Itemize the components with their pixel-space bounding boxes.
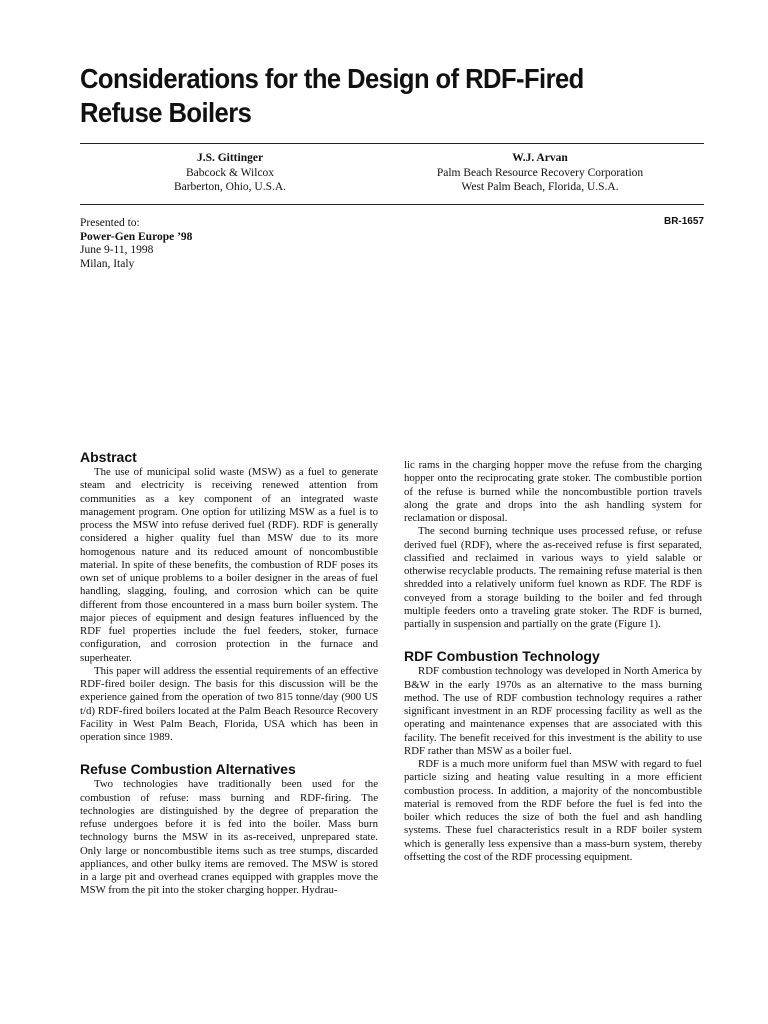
bottom-divider bbox=[80, 204, 704, 205]
rdf-paragraph-2: RDF is a much more uniform fuel than MSW with regard to fuel particle sizing and heating value resulting in a more efficient combustion process. In addition, a majority of the noncombustible material is removed from the RDF before the fuel is fed into the boiler which reduces the size of both the fuel and ash handling systems. These fuel characteristics result in a RDF boiler system which is generally less expensive than a mass-burn system, thereby offsetting the cost of the RDF processing equipment. bbox=[404, 758, 702, 863]
refuse-combustion-heading: Refuse Combustion Alternatives bbox=[80, 761, 296, 778]
author-organization: Babcock & Wilcox bbox=[185, 166, 275, 179]
paper-title: Considerations for the Design of RDF-Fired Refuse Boilers bbox=[80, 63, 584, 128]
document-number: BR-1657 bbox=[663, 216, 704, 227]
conference-dates: June 9-11, 1998 bbox=[80, 244, 154, 256]
author-organization: Palm Beach Resource Recovery Corporation bbox=[436, 166, 644, 179]
author-block-2 bbox=[420, 151, 660, 195]
left-column bbox=[80, 448, 378, 898]
presented-label: Presented to: bbox=[80, 217, 140, 229]
presented-block bbox=[80, 217, 192, 271]
rdf-combustion-heading: RDF Combustion Technology bbox=[404, 648, 600, 665]
top-divider bbox=[80, 143, 704, 144]
author-name: W.J. Arvan bbox=[512, 152, 568, 164]
author-name: J.S. Gittinger bbox=[196, 152, 264, 164]
refuse-paragraph-1: Two technologies have traditionally been used for the combustion of refuse: mass burning and RDF-firing. The technologies are distinguished by the degree of preparation the refuse undergoes before it is fed into the boiler. Mass burn technology burns the MSW in its as-received, unprepared state. Only large or noncombustible items such as tree stumps, discarded appliances, and other bulky items are removed. The MSW is stored in a large pit and overhead cranes equipped with grapples move the MSW from the pit into the stoker charging hopper. Hydrau- bbox=[80, 778, 378, 897]
abstract-paragraph-2: This paper will address the essential requirements of an effective RDF-fired boiler design. The basis for this discussion will be the experience gained from the operation of two 815 tonne/day (900 US t/d) RDF-fired boilers located at the Palm Beach Resource Recovery Facility in West Palm Beach, Florida, USA which has been in operation since 1989. bbox=[80, 664, 378, 743]
author-location: West Palm Beach, Florida, U.S.A. bbox=[461, 181, 619, 193]
conference-name: Power-Gen Europe ’98 bbox=[80, 230, 193, 243]
refuse-paragraph-1-continued: lic rams in the charging hopper move the refuse from the charging hopper onto the reciprocating grate stoker. The combustible portion of the refuse is burned while the noncombustible portion travels along the grate and drops into the ash handling system for reclamation or disposal. bbox=[404, 459, 702, 524]
conference-location: Milan, Italy bbox=[80, 257, 135, 270]
right-column bbox=[404, 459, 702, 864]
author-block-1 bbox=[140, 151, 320, 195]
author-location: Barberton, Ohio, U.S.A. bbox=[173, 181, 287, 193]
abstract-paragraph-1: The use of municipal solid waste (MSW) as a fuel to generate steam and electricity is receiving renewed attention from communities as a key component of an integrated waste management program. One option for utilizing MSW as a fuel is to process the MSW into refuse derived fuel (RDF). RDF is generally considered a higher quality fuel than MSW due to its more homogenous nature and its reduced amount of noncombustible material. In spite of these benefits, the combustion of RDF poses its own set of unique problems to a boiler designer in the areas of fuel handling, slagging, fouling, and corrosion which can be quite different from those encountered in a mass burn boiler system. The major pieces of equipment and design features influenced by the RDF fuel properties include the fuel feeders, stoker, furnace configuration, and corrosion protection in the furnace and superheater. bbox=[80, 466, 378, 664]
rdf-paragraph-1: RDF combustion technology was developed in North America by B&W in the early 1970s as an alternative to the mass burning method. The use of RDF combustion technology requires a rather significant investment in an RDF processing facility as well as the operating and maintenance expenses that are associated with this facility. The benefit received for this investment is the ability to use RDF rather than MSW as a boiler fuel. bbox=[404, 665, 702, 757]
abstract-heading: Abstract bbox=[80, 449, 137, 465]
refuse-paragraph-2: The second burning technique uses processed refuse, or refuse derived fuel (RDF), where the as-received refuse is first separated, classified and reclaimed in various ways to yield salable or otherwise recyclable products. The remaining refuse material is then shredded into a relatively uniform fuel known as RDF. The RDF is conveyed from a storage building to the boiler and fed through multiple feeders onto a traveling grate stoker. The RDF is burned, partially in suspension and partially on the grate (Figure 1). bbox=[404, 525, 702, 630]
